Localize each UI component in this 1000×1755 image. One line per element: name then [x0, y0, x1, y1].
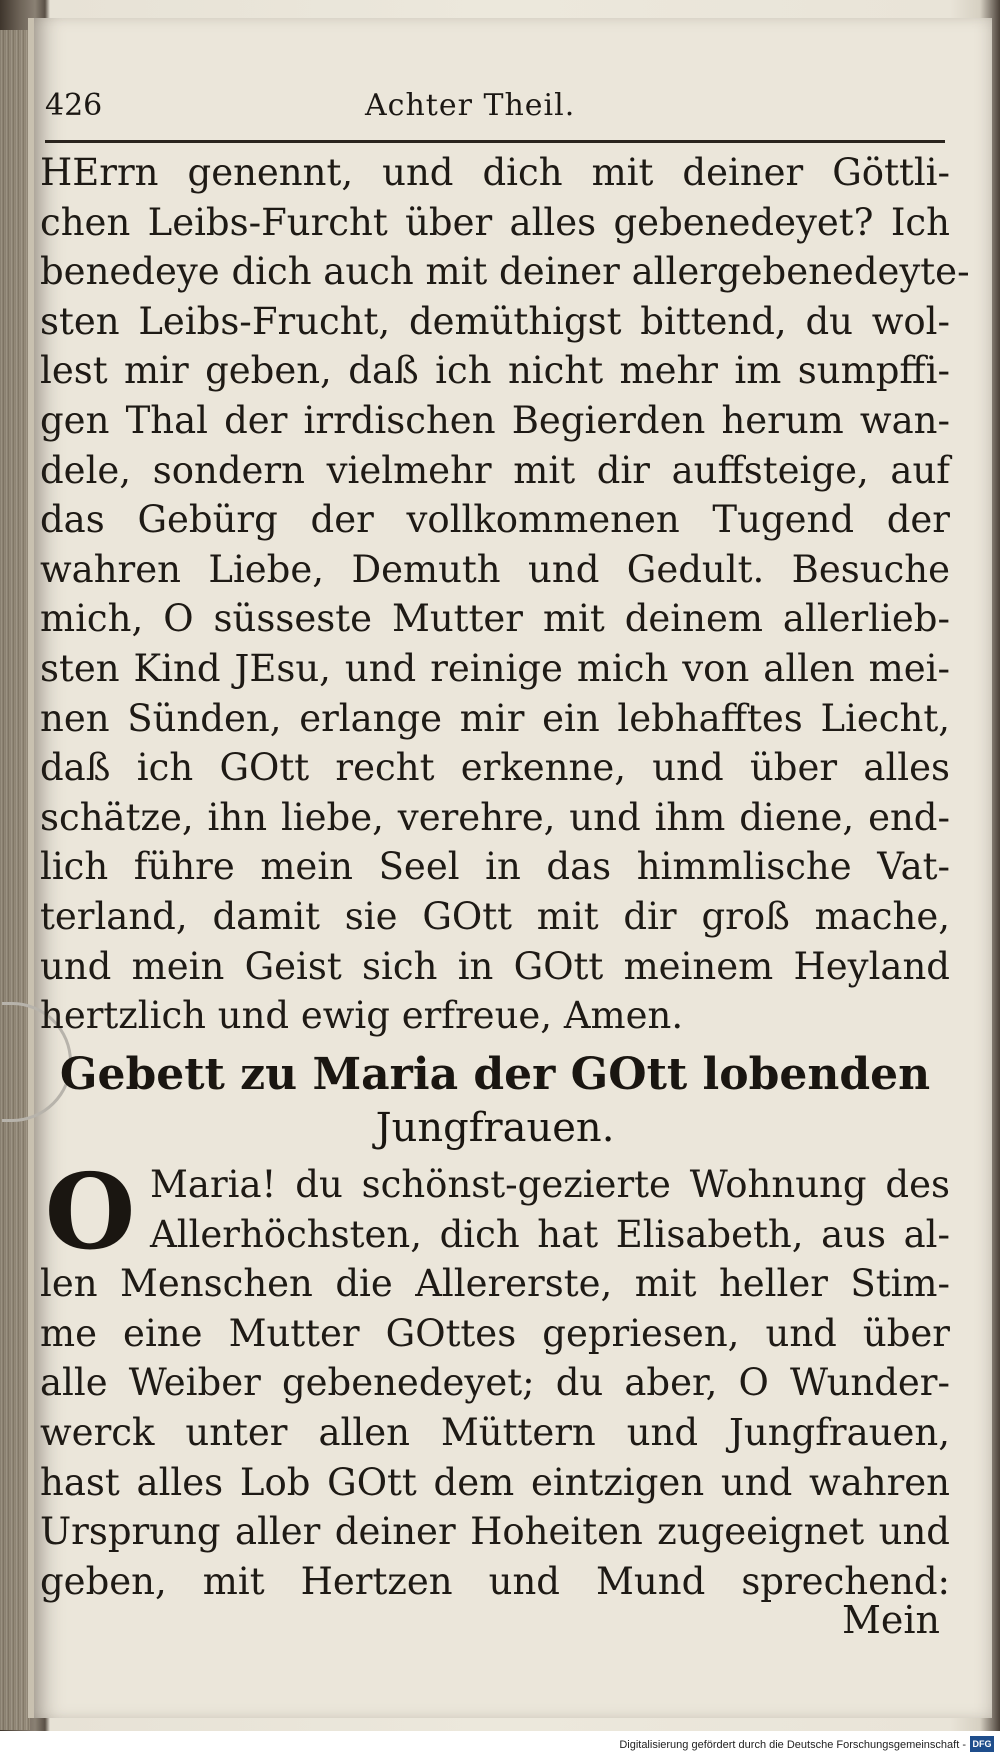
text-line: len Menschen die Allererste, mit heller Stim-	[40, 1262, 950, 1306]
text-line: HErrn genennt, und dich mit deiner Göttli-	[40, 151, 950, 194]
footer-strip	[0, 1731, 1000, 1755]
text-line: nen Sünden, erlange mir ein lebhafftes Liecht,	[40, 696, 950, 740]
text-line: werck unter allen Müttern und Jungfrauen,	[40, 1410, 950, 1454]
text-line: lest mir geben, daß ich nicht mehr im sumpffi-	[40, 349, 950, 393]
text-line: mich, O süsseste Mutter mit deinem allerlieb-	[40, 597, 950, 641]
text-line: dele, sondern vielmehr mit dir auffsteige, auf	[40, 448, 950, 492]
text-line: hast alles Lob GOtt dem eintzigen und wahren	[40, 1460, 950, 1504]
text-line: sten Kind JEsu, und reinige mich von allen mei-	[40, 646, 950, 690]
text-line: schätze, ihn liebe, verehre, und ihm diene, end-	[40, 795, 950, 839]
dfg-logo-icon: DFG	[970, 1736, 994, 1752]
page-number: 426	[45, 88, 103, 123]
text-line: Allerhöchsten, dich hat Elisabeth, aus al-	[150, 1212, 950, 1256]
text-line: und mein Geist sich in GOtt meinem Heyland	[40, 944, 950, 988]
page-header	[45, 88, 945, 138]
section-heading-subtitle: Jungfrauen.	[375, 1105, 615, 1151]
section-heading-title: Gebett zu Maria der GOtt lobenden	[59, 1049, 931, 1100]
text-line: hertzlich und ewig erfreue, Amen.	[40, 994, 684, 1038]
book-page-edges	[0, 30, 30, 1730]
text-line: me eine Mutter GOttes gepriesen, und über	[40, 1311, 950, 1355]
text-line: sten Leibs-Frucht, demüthigst bittend, du wol-	[40, 299, 950, 343]
text-line: benedeye dich auch mit deiner allergebenedeyte-	[40, 250, 970, 294]
body-text	[40, 148, 970, 1041]
text-line: daß ich GOtt recht erkenne, und über alles	[40, 746, 950, 790]
header-rule	[45, 140, 945, 143]
text-line: lich führe mein Seel in das himmlische Vat-	[40, 845, 950, 889]
prayer-text	[40, 1150, 950, 1606]
text-line: Maria! du schönst-gezierte Wohnung des	[150, 1163, 950, 1206]
text-line: terland, damit sie GOtt mit dir groß mache,	[40, 894, 950, 938]
text-line: alle Weiber gebenedeyet; du aber, O Wunder-	[40, 1361, 950, 1405]
drop-cap: O	[44, 1150, 136, 1273]
text-line: das Gebürg der vollkommenen Tugend der	[40, 498, 950, 542]
running-head: Achter Theil.	[365, 88, 576, 123]
text-line: Ursprung aller deiner Hoheiten zugeeignet und	[40, 1510, 950, 1554]
footer-credit: Digitalisierung gefördert durch die Deutsche Forschungsgemeinschaft -	[619, 1739, 966, 1751]
section-heading	[40, 1048, 950, 1154]
text-line: chen Leibs-Furcht über alles gebenedeyet? Ich	[40, 200, 950, 244]
text-line: gen Thal der irrdischen Begierden herum wan-	[40, 398, 950, 442]
text-line: wahren Liebe, Demuth und Gedult. Besuche	[40, 547, 950, 591]
text-line: geben, mit Hertzen und Mund sprechend:	[40, 1559, 950, 1603]
catchword: Mein	[841, 1598, 940, 1642]
